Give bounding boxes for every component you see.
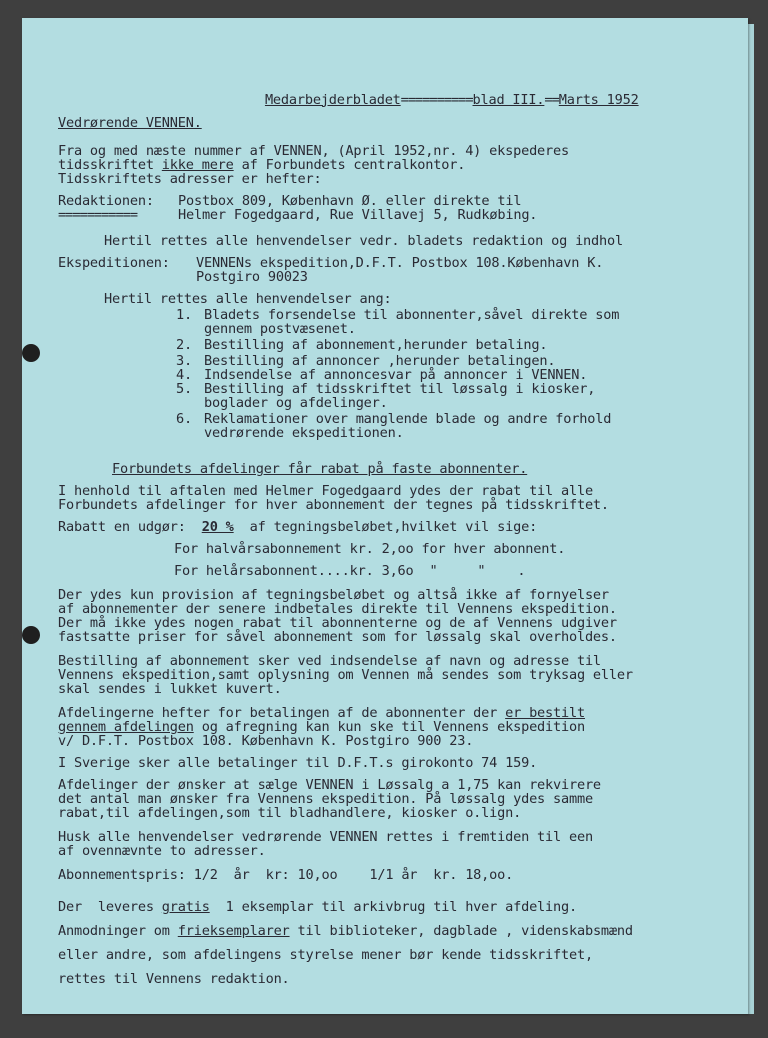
gratis-line: Der leveres gratis 1 eksemplar til arkivbrug til hver afdeling.: [58, 899, 577, 915]
issue-date: Marts 1952: [558, 91, 639, 108]
list-item-1-num: 1.: [176, 307, 192, 323]
loessalg-line-3: rabat,til afdelingen,som til bladhandlere, kiosker o.lign.: [58, 805, 522, 821]
gennem-afdelingen-emphasis: gennem afdelingen: [58, 719, 194, 735]
list-item-5-num: 5.: [176, 381, 192, 397]
section2-heading: Forbundets afdelinger får rabat på faste abonnenter.: [112, 461, 528, 477]
list-item-5-line2: boglader og afdelinger.: [204, 395, 388, 411]
provision-line-1: Der ydes kun provision af tegningsbeløbet og altså ikke af fornyelser: [58, 587, 609, 603]
rabat-post: af tegningsbeløbet,hvilket vil sige:: [249, 519, 538, 535]
list-item-2-num: 2.: [176, 337, 192, 353]
intro-line-3: Tidsskriftets adresser er hefter:: [58, 171, 322, 187]
bestilling-line-2: Vennens ekspedition,samt oplysning om Vennen må sendes som tryksag eller: [58, 667, 633, 683]
er-bestilt-emphasis: er bestilt: [505, 705, 585, 721]
anmodninger-line-3: rettes til Vennens redaktion.: [58, 971, 290, 987]
list-item-1-line2: gennem postvæsenet.: [204, 321, 356, 337]
list-item-1-line1: Bladets forsendelse til abonnenter,såvel direkte som: [204, 307, 620, 323]
provision-line-4: fastsatte priser for såvel abonnement som for løssalg skal overholdes.: [58, 629, 617, 645]
punch-hole-top: [22, 344, 40, 362]
provision-line-3: Der må ikke ydes nogen rabat til abonnenterne og de af Vennens udgiver: [58, 615, 617, 631]
loessalg-line-1: Afdelinger der ønsker at sælge VENNEN i Løssalg a 1,75 kan rekvirere: [58, 777, 601, 793]
halvaar-price: For halvårsabonnement kr. 2,oo for hver abonnent.: [174, 541, 566, 557]
rabat-line: [58, 520, 537, 535]
rabat-para-line-2: Forbundets afdelinger for hver abonnement der tegnes på tidsskriftet.: [58, 497, 609, 513]
ikke-mere-emphasis: ikke mere: [161, 157, 234, 173]
loessalg-line-2: det antal man ønsker fra Vennens ekspedition. På løssalg ydes samme: [58, 791, 593, 807]
redaktion-underline: ===========: [58, 207, 138, 223]
rabat-para-line-1: I henhold til aftalen med Helmer Fogedgaard ydes der rabat til alle: [58, 483, 593, 499]
list-item-4-line1: Indsendelse af annoncesvar på annoncer i VENNEN.: [204, 367, 588, 383]
husk-line-1: Husk alle henvendelser vedrørende VENNEN rettes i fremtiden til een: [58, 829, 593, 845]
afdelinger-line-2: gennem afdelingen og afregning kan kun ske til Vennens ekspedition: [58, 719, 585, 735]
newsletter-title: Medarbejderbladet: [264, 91, 401, 108]
punch-hole-bottom: [22, 626, 40, 644]
ekspedition-address-2: Postgiro 90023: [196, 269, 308, 285]
provision-line-2: af abonnementer der senere indbetales direkte til Vennens ekspedition.: [58, 601, 617, 617]
gratis-emphasis: gratis: [161, 899, 210, 915]
list-item-6-num: 6.: [176, 411, 192, 427]
list-item-4-num: 4.: [176, 367, 192, 383]
redaktion-label: Redaktionen:: [58, 193, 154, 209]
redaktion-address-2: Helmer Fogedgaard, Rue Villavej 5, Rudkøbing.: [178, 207, 538, 223]
ekspedition-note: Hertil rettes alle henvendelser ang:: [104, 291, 392, 307]
list-item-6-line1: Reklamationer over manglende blade og andre forhold: [204, 411, 612, 427]
rabat-pre: Rabatt en udgør:: [58, 519, 186, 535]
section1-heading: Vedrørende VENNEN.: [58, 115, 202, 131]
anmodninger-line-1: Anmodninger om frieksemplarer til biblioteker, dagblade , videnskabsmænd: [58, 923, 633, 939]
husk-line-2: af ovennævnte to adresser.: [58, 843, 266, 859]
intro-line-1: Fra og med næste nummer af VENNEN, (April 1952,nr. 4) ekspederes: [58, 143, 569, 159]
abonnementspris: Abonnementspris: 1/2 år kr: 10,oo 1/1 år kr. 18,oo.: [58, 867, 514, 883]
afdelinger-line-1: Afdelingerne hefter for betalingen af de abonnenter der er bestilt: [58, 705, 585, 721]
list-item-5-line1: Bestilling af tidsskriftet til løssalg i kiosker,: [204, 381, 596, 397]
sverige-line: I Sverige sker alle betalinger til D.F.T.s girokonto 74 159.: [58, 755, 538, 771]
bestilling-line-1: Bestilling af abonnement sker ved indsendelse af navn og adresse til: [58, 653, 601, 669]
list-item-6-line2: vedrørende ekspeditionen.: [204, 425, 404, 441]
list-item-3-num: 3.: [176, 353, 192, 369]
header-line: Medarbejderbladet==========blad III.==Marts 1952: [264, 91, 639, 108]
list-item-3-line1: Bestilling af annoncer ,herunder betalingen.: [204, 353, 556, 369]
ekspedition-address-1: VENNENs ekspedition,D.F.T. Postbox 108.København K.: [196, 255, 604, 271]
anmodninger-line-2: eller andre, som afdelingens styrelse mener bør kende tidsskriftet,: [58, 947, 593, 963]
list-item-2-line1: Bestilling af abonnement,herunder betaling.: [204, 337, 548, 353]
helaar-price: For helårsabonnent....kr. 3,6o " " .: [174, 563, 526, 579]
redaktion-address-1: Postbox 809, København Ø. eller direkte til: [178, 193, 522, 209]
redaktion-note: Hertil rettes alle henvendelser vedr. bladets redaktion og indhol: [104, 233, 623, 249]
afdelinger-line-3: v/ D.F.T. Postbox 108. København K. Postgiro 900 23.: [58, 733, 474, 749]
bestilling-line-3: skal sendes i lukket kuvert.: [58, 681, 282, 697]
rabat-percent: 20 %: [201, 519, 234, 535]
ekspedition-label: Ekspeditionen:: [58, 255, 170, 271]
issue-label: blad III.: [472, 91, 545, 108]
frieksemplarer-emphasis: frieksemplarer: [177, 923, 290, 939]
intro-line-2: tidsskriftet ikke mere af Forbundets centralkontor.: [58, 157, 466, 173]
